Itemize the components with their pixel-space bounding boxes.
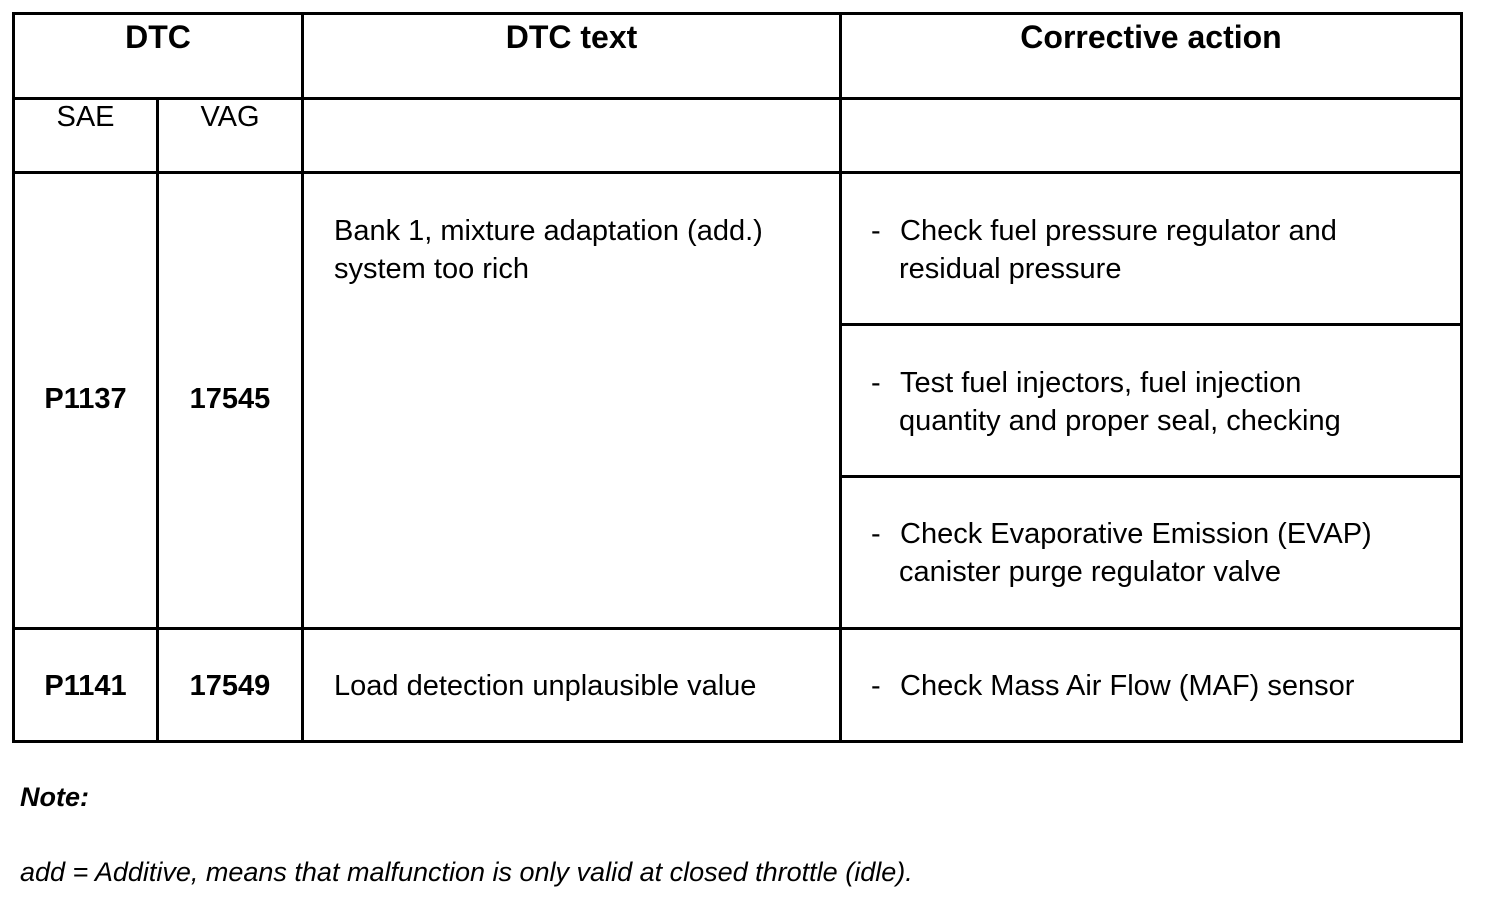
header-dtc-text: DTC text: [505, 19, 638, 55]
row2-action1-bullet: -: [871, 670, 881, 702]
row2-action1-line1: Check Mass Air Flow (MAF) sensor: [900, 670, 1355, 702]
row2-vag-code: 17549: [189, 670, 271, 702]
divider-sae-vag: [156, 97, 159, 743]
dtc-table: [12, 12, 1463, 743]
row1-action3-bullet: -: [871, 518, 881, 550]
subheader-vag: VAG: [200, 101, 260, 133]
row2-dtc-text: Load detection unplausible value: [334, 670, 757, 702]
divider-subheader: [12, 171, 1463, 174]
row1-action3-line1: Check Evaporative Emission (EVAP): [900, 518, 1372, 550]
note-label: Note:: [20, 782, 89, 812]
row1-action2-bullet: -: [871, 367, 881, 399]
divider-action-2: [839, 475, 1463, 478]
row1-action1-bullet: -: [871, 215, 881, 247]
row1-action1-line1: Check fuel pressure regulator and: [900, 215, 1337, 247]
header-dtc: DTC: [125, 19, 191, 55]
table-border-right: [1460, 12, 1463, 743]
row1-action3-line2: canister purge regulator valve: [899, 556, 1282, 588]
divider-action-1: [839, 323, 1463, 326]
divider-row-2: [12, 627, 1463, 630]
note-text: add = Additive, means that malfunction is only valid at closed throttle (idle).: [20, 857, 913, 887]
divider-dtc-text: [301, 12, 304, 743]
row1-action1-line2: residual pressure: [899, 253, 1122, 285]
row1-dtc-text-line2: system too rich: [334, 253, 529, 285]
header-corrective-action: Corrective action: [1020, 19, 1282, 55]
row2-sae-code: P1141: [44, 670, 127, 702]
row1-action2-line2: quantity and proper seal, checking: [899, 405, 1341, 437]
row1-dtc-text-line1: Bank 1, mixture adaptation (add.): [334, 215, 763, 247]
subheader-sae: SAE: [56, 101, 115, 133]
row1-action2-line1: Test fuel injectors, fuel injection: [900, 367, 1302, 399]
divider-corrective: [839, 12, 842, 743]
row1-sae-code: P1137: [44, 383, 127, 415]
row1-vag-code: 17545: [189, 383, 271, 415]
table-border-top: [12, 12, 1463, 15]
table-border-bottom: [12, 740, 1463, 743]
